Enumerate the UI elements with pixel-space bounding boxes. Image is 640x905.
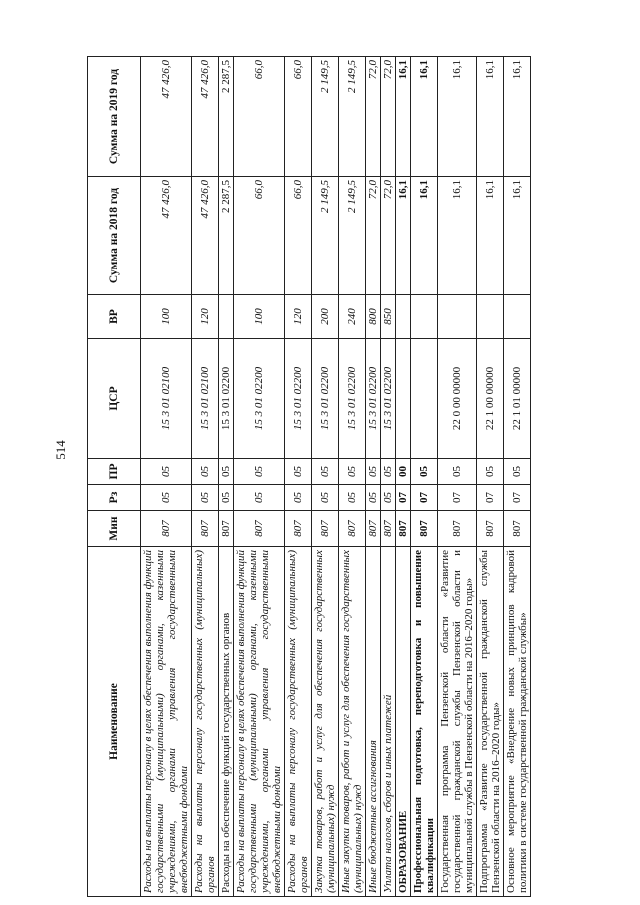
cell-vr: 100 [234,295,285,339]
cell-sum-2019: 47 426,0 [192,57,219,177]
cell-sum-2019: 66,0 [285,57,312,177]
cell-csr: 15 3 01 02200 [219,339,234,459]
cell-vr [396,295,411,339]
cell-csr [411,339,438,459]
cell-min: 807 [438,511,477,547]
cell-name: Основное мероприятие «Внедрение новых принципов кадровой политики в системе государственной гражданской службы» [504,547,531,897]
cell-min: 807 [477,511,504,547]
cell-sum-2018: 2 287,5 [219,177,234,295]
cell-name: Расходы на выплаты персоналу в целях обеспечения выполнения функций государственными (муниципальными) органами, казенными учреждениями, органами управления государственными внебюджетными фондами [234,547,285,897]
cell-pr: 05 [285,459,312,485]
cell-csr: 15 3 01 02200 [285,339,312,459]
cell-sum-2018: 2 149,5 [339,177,366,295]
header-min: Мин [88,511,141,547]
table-row [438,57,477,897]
cell-pr: 05 [192,459,219,485]
cell-csr: 15 3 01 02100 [141,339,192,459]
cell-rz: 05 [285,485,312,511]
rotated-page [87,57,527,897]
cell-name: Закупка товаров, работ и услуг для обеспечения государственных (муниципальных) нужд [312,547,339,897]
cell-pr: 05 [366,459,381,485]
cell-name: Государственная программа Пензенской области «Развитие государственной гражданской службы Пензенской области и муниципальной службы в Пензенской области на 2016–2020 годы» [438,547,477,897]
cell-min: 807 [234,511,285,547]
cell-pr: 05 [141,459,192,485]
cell-pr: 05 [411,459,438,485]
table-row [312,57,339,897]
cell-vr [411,295,438,339]
cell-sum-2018: 66,0 [285,177,312,295]
cell-vr [438,295,477,339]
cell-rz: 05 [234,485,285,511]
cell-name: Расходы на выплаты персоналу в целях обеспечения выполнения функций государственными (муниципальными) органами, казенными учреждениями, органами управления государственными внебюджетными фондами [141,547,192,897]
cell-rz: 05 [312,485,339,511]
table-row [504,57,531,897]
table-row [396,57,411,897]
cell-pr: 05 [219,459,234,485]
table-row [339,57,366,897]
cell-sum-2019: 16,1 [504,57,531,177]
header-name: Наименование [88,547,141,897]
cell-name: Иные бюджетные ассигнования [366,547,381,897]
header-sum-2018: Сумма на 2018 год [88,177,141,295]
cell-pr: 05 [312,459,339,485]
header-sum-2019: Сумма на 2019 год [88,57,141,177]
cell-sum-2018: 16,1 [477,177,504,295]
cell-pr: 05 [477,459,504,485]
cell-min: 807 [411,511,438,547]
cell-rz: 07 [477,485,504,511]
cell-name: Подпрограмма «Развитие государственной гражданской службы Пензенской области на 2016–2020 годы» [477,547,504,897]
cell-min: 807 [192,511,219,547]
table-row [285,57,312,897]
cell-csr: 22 1 00 00000 [477,339,504,459]
cell-rz: 05 [381,485,396,511]
cell-vr [219,295,234,339]
cell-rz: 07 [504,485,531,511]
cell-sum-2019: 16,1 [396,57,411,177]
cell-sum-2019: 72,0 [366,57,381,177]
cell-name: Расходы на выплаты персоналу государственных (муниципальных) органов [285,547,312,897]
table-row [366,57,381,897]
table-row [234,57,285,897]
cell-name: Расходы на выплаты персоналу государственных (муниципальных) органов [192,547,219,897]
cell-min: 807 [219,511,234,547]
cell-rz: 07 [411,485,438,511]
cell-sum-2018: 16,1 [438,177,477,295]
cell-min: 807 [141,511,192,547]
header-rz: Рз [88,485,141,511]
cell-sum-2019: 16,1 [477,57,504,177]
cell-sum-2019: 2 149,5 [339,57,366,177]
cell-vr: 200 [312,295,339,339]
cell-csr: 22 0 00 00000 [438,339,477,459]
cell-vr: 800 [366,295,381,339]
cell-name: ОБРАЗОВАНИЕ [396,547,411,897]
cell-csr: 15 3 01 02100 [192,339,219,459]
cell-sum-2018: 72,0 [381,177,396,295]
cell-rz: 05 [366,485,381,511]
cell-vr: 120 [192,295,219,339]
cell-name: Иные закупки товаров, работ и услуг для обеспечения государственных (муниципальных) нужд [339,547,366,897]
budget-table [87,56,531,897]
cell-csr: 15 3 01 02200 [312,339,339,459]
cell-sum-2018: 16,1 [504,177,531,295]
cell-rz: 05 [192,485,219,511]
cell-min: 807 [396,511,411,547]
cell-vr [504,295,531,339]
cell-rz: 05 [339,485,366,511]
table-body [141,57,531,897]
page-number: 514 [53,440,68,460]
cell-sum-2019: 16,1 [438,57,477,177]
cell-sum-2019: 2 149,5 [312,57,339,177]
cell-sum-2018: 72,0 [366,177,381,295]
table-row [381,57,396,897]
cell-vr: 100 [141,295,192,339]
table-row [141,57,192,897]
cell-pr: 00 [396,459,411,485]
cell-min: 807 [285,511,312,547]
cell-min: 807 [381,511,396,547]
cell-vr [477,295,504,339]
cell-csr: 15 3 01 02200 [366,339,381,459]
table-row [192,57,219,897]
cell-sum-2018: 47 426,0 [192,177,219,295]
cell-min: 807 [312,511,339,547]
cell-min: 807 [339,511,366,547]
cell-sum-2019: 47 426,0 [141,57,192,177]
cell-name: Профессиональная подготовка, переподготовка и повышение квалификации [411,547,438,897]
cell-pr: 05 [381,459,396,485]
cell-min: 807 [504,511,531,547]
cell-pr: 05 [234,459,285,485]
cell-sum-2018: 47 426,0 [141,177,192,295]
cell-rz: 07 [438,485,477,511]
cell-sum-2019: 72,0 [381,57,396,177]
cell-sum-2019: 16,1 [411,57,438,177]
cell-vr: 850 [381,295,396,339]
cell-sum-2018: 16,1 [411,177,438,295]
cell-vr: 120 [285,295,312,339]
cell-sum-2018: 16,1 [396,177,411,295]
cell-csr [396,339,411,459]
header-csr: ЦСР [88,339,141,459]
cell-pr: 05 [339,459,366,485]
table-header-row [88,57,141,897]
cell-pr: 05 [504,459,531,485]
header-vr: ВР [88,295,141,339]
header-pr: ПР [88,459,141,485]
cell-pr: 05 [438,459,477,485]
cell-name: Уплата налогов, сборов и иных платежей [381,547,396,897]
table-row [477,57,504,897]
cell-csr: 22 1 01 00000 [504,339,531,459]
cell-name: Расходы на обеспечение функций государственных органов [219,547,234,897]
cell-rz: 07 [396,485,411,511]
table-row [411,57,438,897]
cell-min: 807 [366,511,381,547]
cell-csr: 15 3 01 02200 [339,339,366,459]
cell-sum-2018: 66,0 [234,177,285,295]
cell-rz: 05 [141,485,192,511]
cell-csr: 15 3 01 02200 [381,339,396,459]
rotated-content [87,57,527,897]
cell-sum-2019: 2 287,5 [219,57,234,177]
table-row [219,57,234,897]
cell-sum-2018: 2 149,5 [312,177,339,295]
cell-rz: 05 [219,485,234,511]
cell-csr: 15 3 01 02200 [234,339,285,459]
cell-sum-2019: 66,0 [234,57,285,177]
cell-vr: 240 [339,295,366,339]
